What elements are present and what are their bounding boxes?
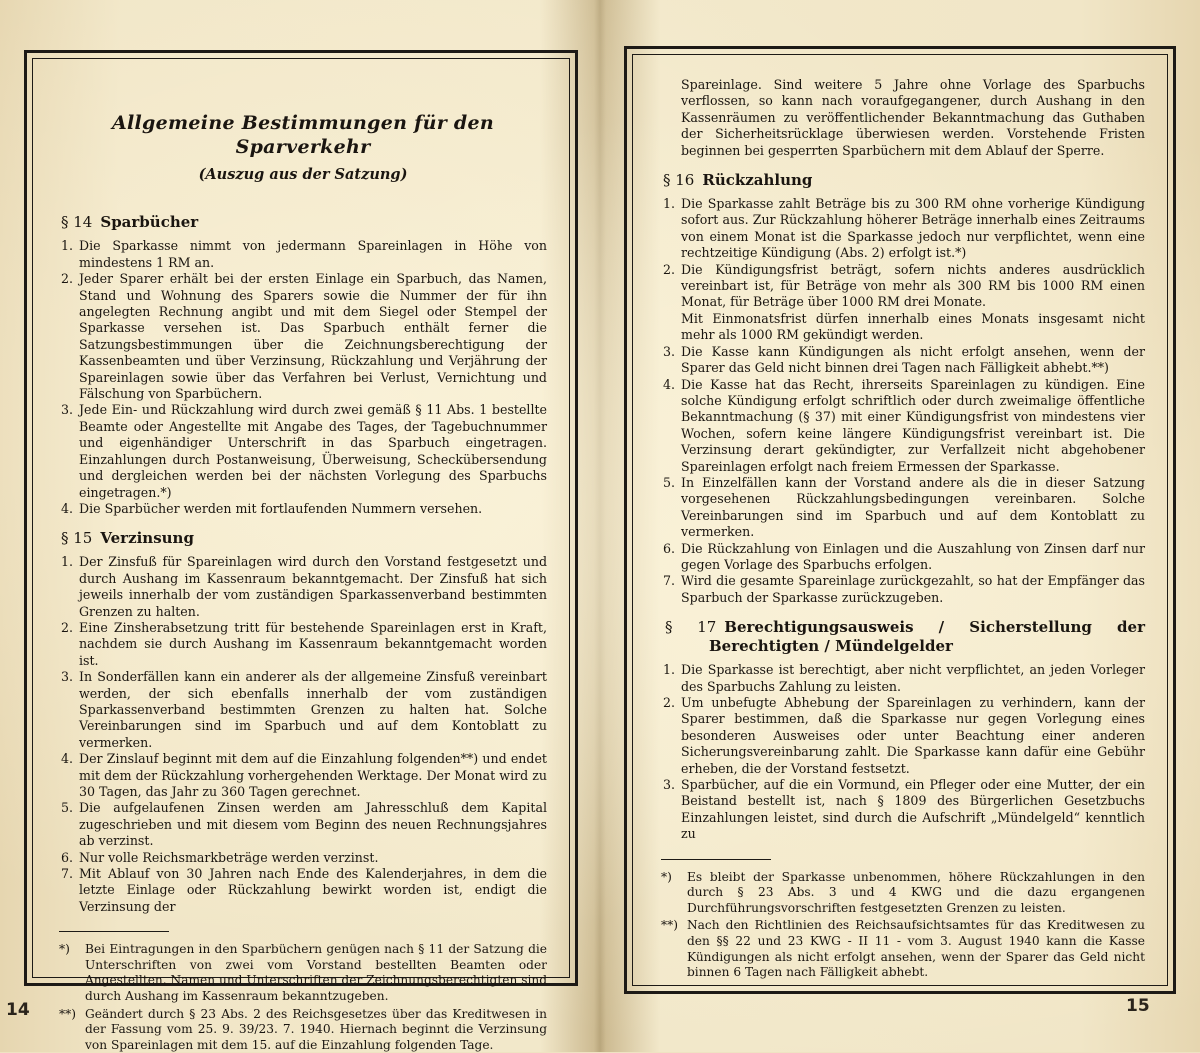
item-number: 3. [61,402,74,418]
item-text: Jede Ein- und Rückzahlung wird durch zwei gemäß § 11 Abs. 1 bestellte Beamte oder Angestellte mit Angabe des Tages, der Tagebuchnummer und eigenhändiger Unterschrift in das Sparbuch eingetragen. Einzahlungen durch Postanweisung, Überweisung, Scheckübersendung und dergleichen werden bei der nächsten Vorlegung des Sparbuchs eingetragen.*) [79,402,547,500]
section-17-heading [663,618,1145,656]
document-subtitle: (Auszug aus der Satzung) [198,166,408,183]
item-number: 5. [61,800,74,816]
left-page [0,0,600,1052]
item-number: 2. [61,271,74,287]
footnote-text: Bei Eintragungen in den Sparbüchern genügen nach § 11 der Satzung die Unterschriften von zwei vom Vorstand bestellten Beamten oder Angestellten. Namen und Unterschriften der Zeichnungsberechtigten sind durch Aushang im Kassenraum bekanntzugeben. [85,942,547,1004]
item-number: 1. [663,662,676,678]
section-title: Verzinsung [100,529,194,548]
list-item [59,866,547,915]
item-text: Mit Einmonatsfrist dürfen innerhalb eines Monats insgesamt nicht mehr als 1000 RM gekündigt werden. [681,310,1145,343]
list-item [661,311,1145,344]
footnote-marker: **) [661,918,678,933]
list-item [59,850,547,866]
list-item [59,271,547,402]
footnote-marker: *) [661,869,672,884]
list-item [661,541,1145,574]
item-number: 1. [61,554,74,570]
footnote [661,918,1145,980]
section-number: § 17 [665,618,717,637]
item-text: Nur volle Reichsmarkbeträge werden verzinst. [79,849,379,865]
footnote [59,1007,547,1053]
continuation-paragraph: Spareinlage. Sind weitere 5 Jahre ohne Vorlage des Sparbuchs verflossen, so kann nach voraufgegangener, durch Aushang in den Kassenräumen zu veröffentlichender Bekanntmachung das Guthaben der Sicherheitsrücklage überwiesen werden. Vorstehende Fristen beginnen bei gesperrten Sparbüchern mit dem Ablauf der Sperre. [681,77,1145,158]
footnote-text: Nach den Richtlinien des Reichsaufsichtsamtes für das Kreditwesen zu den §§ 22 und 23 KWG - II 11 - vom 3. August 1940 kann die Kasse Kündigungen als nicht erfolgt ansehen, wenn der Sparer das Geld nicht binnen 6 Tagen nach Fälligkeit abhebt. [687,918,1145,980]
item-text: Die Sparbücher werden mit fortlaufenden Nummern versehen. [79,500,483,516]
item-text: Die aufgelaufenen Zinsen werden am Jahresschluß dem Kapital zugeschrieben und mit diesem vom Beginn des neuen Rechnungsjahres ab verzinst. [79,800,547,849]
list-item [59,554,547,620]
item-number: 4. [61,500,74,516]
item-number: 7. [663,573,676,589]
item-text: Um unbefugte Abhebung der Spareinlagen zu verhindern, kann der Sparer bestimmen, daß die Sparkasse nur gegen Vorlegung eines besonderen Ausweises oder unter Beachtung einer anderen Sicherungsvereinbarung zahlt. Die Sparkasse kann dafür eine Gebühr erheben, die der Vorstand festsetzt. [681,695,1145,776]
section-title: Berechtigungsausweis / Sicherstellung der Berechtigten / Mündelgelder [709,618,1145,656]
section-16-heading [663,171,1145,190]
list-item [661,196,1145,262]
item-number: 1. [61,238,74,254]
list-item [59,751,547,800]
item-text: Die Kasse hat das Recht, ihrerseits Spareinlagen zu kündigen. Eine solche Kündigung erfolgt schriftlich oder durch zweimalige öffentliche Bekanntmachung (§ 37) mit einer Kündigungsfrist von mindestens vier Wochen, sofern keine längere Kündigungsfrist vereinbart ist. Die Verzinsung derart gekündigter, zur Verfallzeit nicht abgehobener Spareinlagen erfolgt nach freiem Ermessen der Sparkasse. [681,376,1145,474]
item-text: Der Zinslauf beginnt mit dem auf die Einzahlung folgenden**) und endet mit dem der Rückzahlung vorhergehenden Werktage. Der Monat wird zu 30 Tagen, das Jahr zu 360 Tagen gerechnet. [79,751,547,799]
item-text: Der Zinsfuß für Spareinlagen wird durch den Vorstand festgesetzt und durch Aushang im Kassenraum bekanntgemacht. Der Zinsfuß hat sich jeweils innerhalb der vom zuständigen Sparkassenverband bestimmten Grenzen zu halten. [79,554,547,619]
right-page [600,0,1200,1052]
section-title: Rückzahlung [702,171,813,190]
item-text: Eine Zinsherabsetzung tritt für bestehende Spareinlagen erst in Kraft, nachdem sie durch Aushang im Kassenraum bekanntgemacht worden ist. [79,619,547,668]
list-item [661,662,1145,695]
footnote [59,942,547,1004]
item-text: In Sonderfällen kann ein anderer als der allgemeine Zinsfuß vereinbart werden, der sich ebenfalls innerhalb der vom zuständigen Sparkassenverband bestimmten Grenzen zu halten hat. Solche Vereinbarungen sind im Sparbuch und auf dem Kontoblatt zu vermerken. [79,669,547,750]
item-text: In Einzelfällen kann der Vorstand andere als die in dieser Satzung vorgesehenen Rückzahlungsbedingungen vereinbaren. Solche Vereinbarungen sind im Sparbuch und auf dem Kontoblatt zu vermerken. [681,474,1145,540]
section-15-heading [61,529,547,548]
item-text: Die Kasse kann Kündigungen als nicht erfolgt ansehen, wenn der Sparer das Geld nicht binnen drei Tagen nach Fälligkeit abhebt.**) [681,343,1145,376]
section-title: Sparbücher [100,213,199,232]
page-border [24,50,578,1052]
footnote [661,870,1145,917]
document-title: Allgemeine Bestimmungen für den Sparverkehr [111,112,495,158]
item-number: 4. [61,751,74,767]
item-number: 3. [663,777,676,793]
left-page-content [59,73,547,1052]
footnote-text: Es bleibt der Sparkasse unbenommen, höhere Rückzahlungen in den durch § 23 Abs. 3 und 4 KWG und die dazu ergangenen Durchführungsvorschriften festgesetzten Grenzen zu leisten. [687,869,1145,915]
item-number: 1. [663,196,676,212]
list-item [661,695,1145,777]
section-number: § 14 [61,213,93,232]
list-item [661,475,1145,541]
page-border-inner [32,58,570,1052]
item-number: 3. [663,343,676,359]
list-item [59,800,547,849]
item-number: 2. [663,695,676,710]
section-14-heading [61,213,547,232]
item-number: 2. [61,619,74,635]
section-number: § 16 [663,171,695,190]
item-text: Mit Ablauf von 30 Jahren nach Ende des Kalenderjahres, in dem die letzte Einlage oder Rückzahlung bewirkt worden ist, endigt die Verzinsung der [79,866,547,914]
section-number: § 15 [61,529,93,548]
page-border [624,46,1176,994]
list-item [59,501,547,517]
list-item [661,344,1145,377]
item-text: Die Sparkasse nimmt von jedermann Spareinlagen in Höhe von mindestens 1 RM an. [79,238,547,270]
item-text: Die Sparkasse zahlt Beträge bis zu 300 RM ohne vorherige Kündigung sofort aus. Zur Rückzahlung höherer Beträge innerhalb eines Zeitraums von einem Monat ist die Sparkasse jedoch nur verpflichtet, wenn eine rechtzeitige Kündigung (Abs. 2) erfolgt ist.*) [681,196,1145,261]
item-number: 6. [61,849,74,865]
list-item [59,620,547,669]
item-text: Jeder Sparer erhält bei der ersten Einlage ein Sparbuch, das Namen, Stand und Wohnung des Sparers sowie die Nummer der für ihn angelegten Rechnung angibt und mit dem Siegel oder Stempel der Sparkasse versehen ist. Das Sparbuch enthält ferner die Satzungsbestimmungen über die Zeichnungsberechtigung der Kassenbeamten und über Verzinsung, Rückzahlung und Verjährung der Spareinlagen sowie über das Verfahren bei Verlust, Vernichtung und Fälschung von Sparbüchern. [79,271,547,402]
page-number: 14 [6,1000,30,1020]
item-number: 2. [663,261,676,277]
item-text: Die Sparkasse ist berechtigt, aber nicht verpflichtet, an jeden Vorleger des Sparbuchs Zahlung zu leisten. [681,662,1145,694]
item-number: 4. [663,376,676,392]
footnote-text: Geändert durch § 23 Abs. 2 des Reichsgesetzes über das Kreditwesen in der Fassung vom 25. 9. 39/23. 7. 1940. Hiernach beginnt die Verzinsung von Spareinlagen mit dem 15. auf die Einzahlung folgenden Tage. [85,1006,547,1052]
item-text: Die Rückzahlung von Einlagen und die Auszahlung von Zinsen darf nur gegen Vorlage des Sparbuchs erfolgen. [681,540,1145,572]
list-item [59,669,547,751]
list-item [661,377,1145,475]
list-item [661,777,1145,843]
item-number: 7. [61,866,74,882]
footnote-divider [661,859,771,860]
item-text: Die Kündigungsfrist beträgt, sofern nichts anderes ausdrücklich vereinbart ist, für Beträge von mehr als 300 RM bis 1000 RM einen Monat, für Beträge über 1000 RM drei Monate. [681,261,1145,310]
list-item [59,238,547,271]
list-item [661,262,1145,311]
item-number: 5. [663,474,676,490]
item-text: Wird die gesamte Spareinlage zurückgezahlt, so hat der Empfänger das Sparbuch der Sparkasse zurückzugeben. [681,573,1145,605]
list-item [59,402,547,500]
footnote-marker: *) [59,942,70,957]
item-number: 3. [61,669,74,685]
list-item [661,573,1145,606]
footnote-marker: **) [59,1006,76,1021]
item-text: Sparbücher, auf die ein Vormund, ein Pfleger oder eine Mutter, der ein Beistand bestellt ist, nach § 1809 des Bürgerlichen Gesetzbuchs Einzahlungen leistet, sind durch die Aufschrift „Mündelgeld“ kenntlich zu [681,777,1145,842]
page-border-inner [632,54,1168,986]
item-number: 6. [663,540,676,556]
footnote-divider [59,931,169,932]
page-number: 15 [1126,996,1150,1016]
right-page-content [661,77,1145,980]
